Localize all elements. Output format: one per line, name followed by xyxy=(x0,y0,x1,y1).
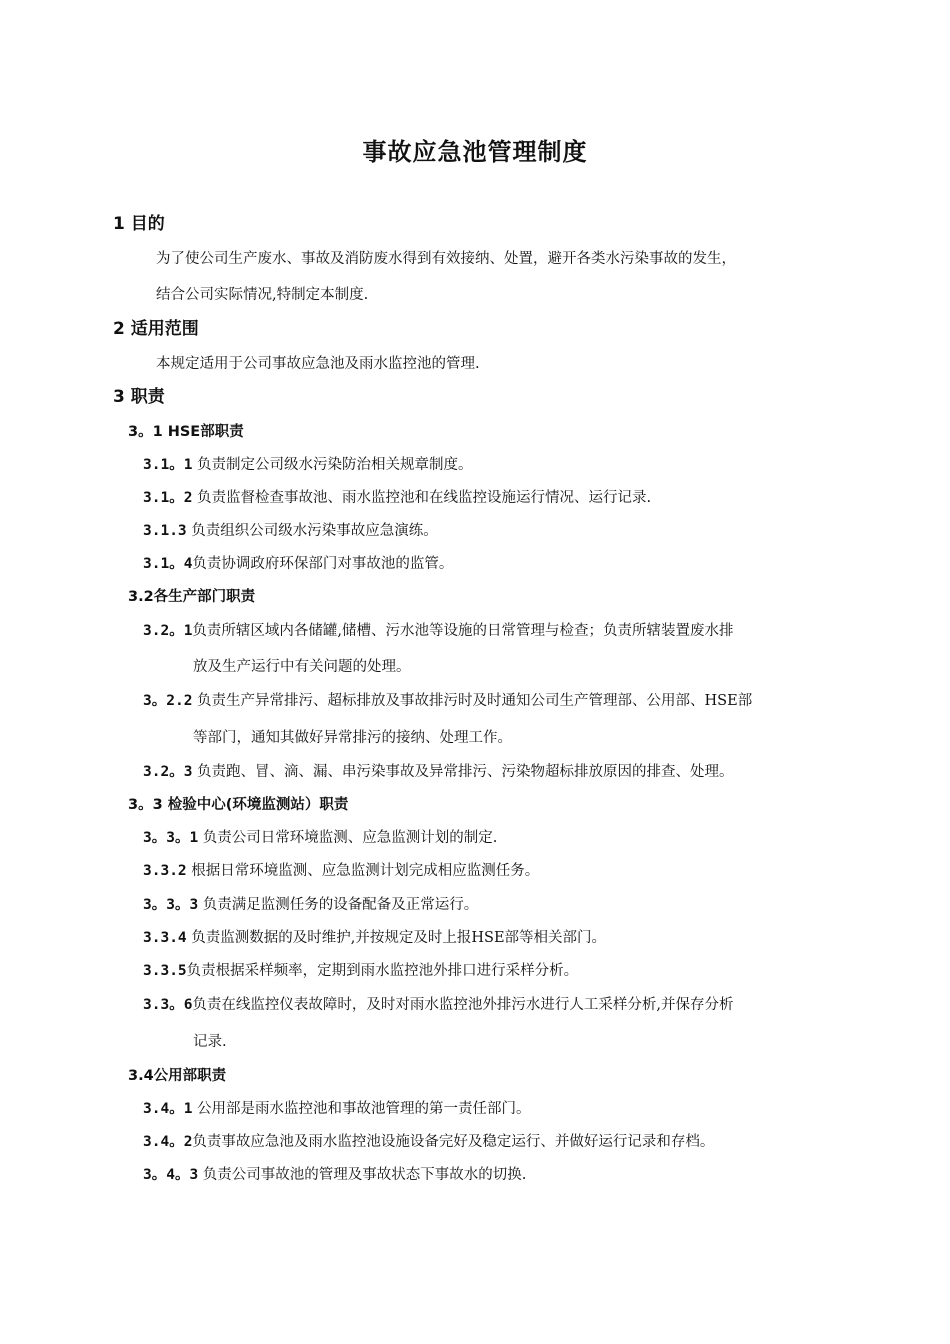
item-text: 负责在线监控仪表故障时，及时对雨水监控池外排污水进行人工采样分析,并保存分析 xyxy=(192,997,734,1013)
list-item xyxy=(143,931,606,946)
item-number: 3.4。1 xyxy=(143,1101,193,1117)
item-number: 3.2。3 xyxy=(143,764,193,780)
subsection-3-2-heading: 3.2各生产部门职责 xyxy=(128,589,256,605)
item-number: 3。4。3 xyxy=(143,1167,199,1183)
item-text: 负责公司事故池的管理及事故状态下事故水的切换. xyxy=(198,1167,527,1183)
item-number: 3.4。2 xyxy=(143,1134,193,1150)
list-item xyxy=(143,524,438,539)
item-text: 负责监督检查事故池、雨水监控池和在线监控设施运行情况、运行记录. xyxy=(192,490,652,506)
section-2-heading: 2 适用范围 xyxy=(113,319,199,339)
list-item xyxy=(143,1135,714,1150)
item-text: 负责制定公司级水污染防治相关规章制度。 xyxy=(192,457,473,473)
list-item xyxy=(143,491,651,506)
list-item xyxy=(143,898,478,913)
item-text: 负责满足监测任务的设备配备及正常运行。 xyxy=(198,897,479,913)
list-item xyxy=(143,1168,526,1183)
item-text: 负责协调政府环保部门对事故池的监管。 xyxy=(192,556,454,572)
item-number: 3。2.2 xyxy=(143,693,193,709)
list-item xyxy=(143,458,473,473)
list-item-continuation: 等部门，通知其做好异常排污的接纳、处理工作。 xyxy=(193,730,512,746)
item-text: 负责跑、冒、滴、漏、串污染事故及异常排污、污染物超标排放原因的排查、处理。 xyxy=(192,764,734,780)
section-1-heading: 1 目的 xyxy=(113,214,165,234)
item-text: 负责监测数据的及时维护,并按规定及时上报HSE部等相关部门。 xyxy=(186,930,607,946)
list-item xyxy=(143,864,539,879)
item-number: 3.3.2 xyxy=(143,863,187,879)
item-text: 负责所辖区域内各储罐,储槽、污水池等设施的日常管理与检查；负责所辖装置废水排 xyxy=(192,623,734,639)
item-number: 3.1。1 xyxy=(143,457,193,473)
item-number: 3。3。1 xyxy=(143,830,199,846)
item-text: 负责事故应急池及雨水监控池设施设备完好及稳定运行、并做好运行记录和存档。 xyxy=(192,1134,715,1150)
item-text: 负责公司日常环境监测、应急监测计划的制定. xyxy=(198,830,498,846)
list-item-continuation: 放及生产运行中有关问题的处理。 xyxy=(193,659,411,675)
list-item xyxy=(143,624,734,639)
list-item xyxy=(143,998,734,1013)
list-item xyxy=(143,694,752,709)
item-text: 负责组织公司级水污染事故应急演练。 xyxy=(186,523,438,539)
item-text: 负责生产异常排污、超标排放及事故排污时及时通知公司生产管理部、公用部、HSE部 xyxy=(192,693,753,709)
item-number: 3.3.4 xyxy=(143,930,187,946)
subsection-3-3-heading: 3。3 检验中心(环境监测站）职责 xyxy=(128,797,349,813)
item-number: 3.3。6 xyxy=(143,997,193,1013)
section-2-paragraph: 本规定适用于公司事故应急池及雨水监控池的管理. xyxy=(156,356,480,372)
item-text: 公用部是雨水监控池和事故池管理的第一责任部门。 xyxy=(192,1101,531,1117)
item-number: 3.3.5 xyxy=(143,963,187,979)
list-item xyxy=(143,1102,531,1117)
item-number: 3.1.3 xyxy=(143,523,187,539)
item-number: 3.1。4 xyxy=(143,556,193,572)
list-item xyxy=(143,557,453,572)
list-item xyxy=(143,765,734,780)
subsection-3-1-heading: 3。1 HSE部职责 xyxy=(128,424,244,440)
item-number: 3.2。1 xyxy=(143,623,193,639)
list-item xyxy=(143,964,578,979)
subsection-3-4-heading: 3.4公用部职责 xyxy=(128,1068,227,1084)
list-item-continuation: 记录. xyxy=(193,1034,227,1050)
item-number: 3。3。3 xyxy=(143,897,199,913)
item-number: 3.1。2 xyxy=(143,490,193,506)
item-text: 负责根据采样频率，定期到雨水监控池外排口进行采样分析。 xyxy=(186,963,579,979)
item-text: 根据日常环境监测、应急监测计划完成相应监测任务。 xyxy=(186,863,540,879)
list-item xyxy=(143,831,497,846)
document-title: 事故应急池管理制度 xyxy=(362,138,588,166)
section-1-paragraph-line-1: 为了使公司生产废水、事故及消防废水得到有效接纳、处置，避开各类水污染事故的发生， xyxy=(156,251,736,267)
section-3-heading: 3 职责 xyxy=(113,387,165,407)
section-1-paragraph-line-2: 结合公司实际情况,特制定本制度. xyxy=(156,287,369,303)
